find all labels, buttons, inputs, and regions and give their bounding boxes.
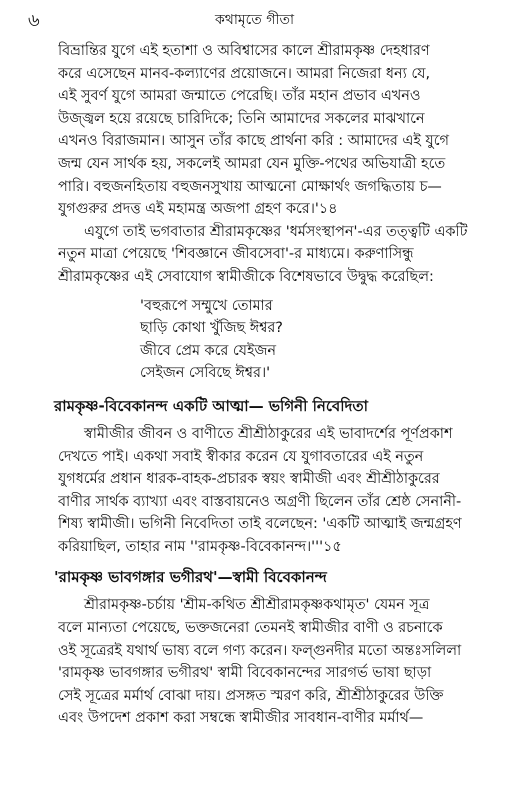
text-line: এযুগে তাই ভগবাতার শ্রীরামকৃষ্ণের 'ধর্মসংস্থাপন'-এর তত্ত্বটি একটি (84, 223, 468, 240)
page-number: ৬ (28, 10, 40, 31)
paragraph-2 (58, 221, 488, 289)
verse-line: 'বহুরূপে সম্মুখে তোমার (140, 297, 273, 314)
text-line: সেই সূত্রের মর্মার্থ বোঝা দায়। প্রসঙ্গত স্মরণ করি, শ্রীশ্রীঠাকুরের উক্তি (58, 687, 444, 704)
text-line: শিষ্য স্বামীজী। ভগিনী নিবেদিতা তাই বলেছেন: 'একটি আত্মাই জন্মগ্রহণ (58, 516, 462, 533)
text-line: যুগগুরুর প্রদত্ত এই মহামন্ত্র অজপা গ্রহণ করে।'১৪ (58, 201, 338, 218)
text-line: ওই সূত্রেরই যথার্থ ভাষ্য বলে গণ্য করেন। ফল্গুনদীর মতো অন্তঃসলিলা (58, 642, 462, 659)
text-line: শ্রীরামকৃষ্ণ-চর্চায় 'শ্রীম-কথিত শ্রীশ্রীরামকৃষ্ণকথামৃত' যেমন সূত্র (84, 597, 430, 614)
text-line: 'রামকৃষ্ণ ভাবগঙ্গার ভগীরথ' স্বামী বিবেকানন্দের সারগর্ভ ভাষা ছাড়া (58, 665, 432, 682)
running-header (0, 6, 509, 31)
text-line: দেখতে পাই। একথা সবাই স্বীকার করেন যে যুগাবতারের এই নতুন (58, 448, 424, 465)
text-line: যুগধর্মের প্রধান ধারক-বাহক-প্রচারক স্বয়ং স্বামীজী এবং শ্রীশ্রীঠাকুরের (58, 471, 440, 488)
text-line: শ্রীরামকৃষ্ণের এই সেবাযোগ স্বামীজীকে বিশেষভাবে উদ্বুদ্ধ করেছিল: (58, 268, 434, 285)
verse-quote (58, 295, 488, 385)
text-line: নতুন মাত্রা পেয়েছে 'শিবজ্ঞানে জীবসেবা'-র মাধ্যমে। করুণাসিন্ধু (58, 246, 414, 263)
text-line: করিয়াছিল, তাহার নাম ''রামকৃষ্ণ-বিবেকানন্দ।'''১৫ (58, 538, 342, 555)
text-line: করে এসেছেন মানব-কল্যাণের প্রয়োজনে। আমরা নিজেরা ধন্য যে, (58, 65, 431, 82)
text-line: এবং উপদেশ প্রকাশ করা সম্বন্ধে স্বামীজীর সাবধান-বাণীর মর্মার্থ— (58, 710, 424, 727)
verse-line: ছাড়ি কোথা খুঁজিছ ঈশ্বর? (140, 320, 283, 337)
section-heading: রামকৃষ্ণ-বিবেকানন্দ একটি আত্মা— ভগিনী নিবেদিতা (54, 396, 369, 415)
text-line: বাণীর সার্থক ব্যাখ্যা এবং বাস্তবায়নেও অগ্রণী ছিলেন তাঁর শ্রেষ্ঠ সেনানী- (58, 493, 462, 510)
paragraph-1 (58, 40, 488, 221)
text-line: উজ্জ্বল হয়ে রয়েছে চারিদিকে; তিনি আমাদের সকলের মাঝখানে (58, 110, 425, 127)
text-line: এই সুবর্ণ যুগে আমরা জন্মাতে পেরেছি। তাঁর মহান প্রভাব এখনও (58, 88, 421, 105)
text-line: স্বামীজীর জীবন ও বাণীতে শ্রীশ্রীঠাকুরের এই ভাবাদর্শের পূর্ণপ্রকাশ (84, 425, 453, 442)
paragraph-3 (58, 423, 488, 559)
text-line: বিভ্রান্তির যুগে এই হতাশা ও অবিশ্বাসের কালে শ্রীরামকৃষ্ণ দেহধারণ (58, 43, 430, 59)
verse-line: সেইজন সেবিছে ঈশ্বর।' (140, 365, 271, 382)
text-line: জন্ম যেন সার্থক হয়, সকলেই আমরা যেন মুক্তি-পথের অভিযাত্রী হতে (58, 155, 446, 172)
book-title: কথামৃতে গীতা (214, 12, 295, 28)
verse-line: জীবে প্রেম করে যেইজন (140, 342, 276, 359)
section-heading: 'রামকৃষ্ণ ভাবগঙ্গার ভগীরথ'—স্বামী বিবেকানন্দ (54, 568, 327, 587)
text-line: পারি। বহুজনহিতায় বহুজনসুখায় আত্মনো মোক্ষার্থং জগদ্ধিতায় চ— (58, 178, 442, 195)
text-line: বলে মান্যতা পেয়েছে, ভক্তজনেরা তেমনই স্বামীজীর বাণী ও রচনাকে (58, 620, 443, 637)
paragraph-4 (58, 594, 488, 730)
text-line: এখনও বিরাজমান। আসুন তাঁর কাছে প্রার্থনা করি : আমাদের এই যুগে (58, 133, 449, 150)
page-body (54, 40, 488, 730)
